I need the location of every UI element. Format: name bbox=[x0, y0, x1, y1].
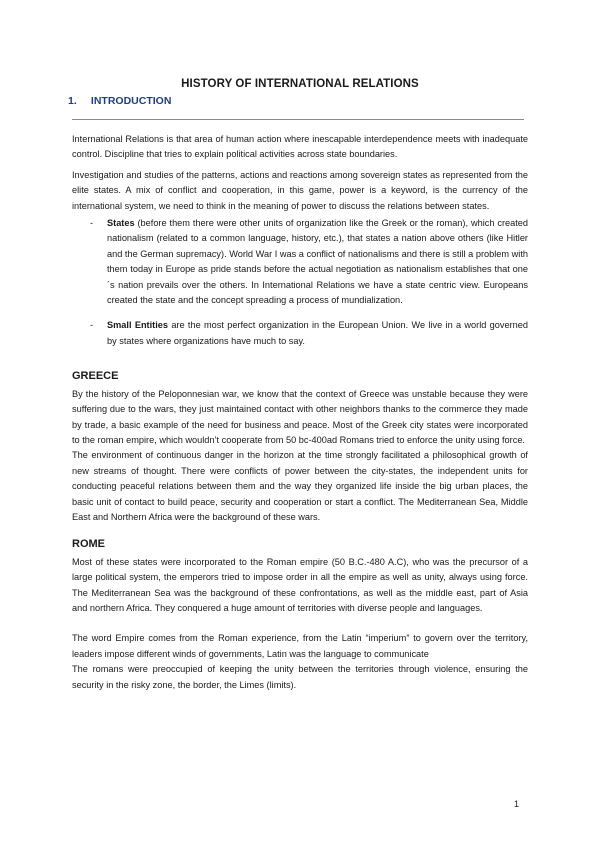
bullet-text: are the most perfect organization in the European Union. We live in a world governed by states where organizations have much to say. bbox=[107, 320, 528, 346]
greece-paragraph: The environment of continuous danger in the horizon at the time strongly facilitated a philosophical growth of new streams of thought. There were conflicts of power between the city-states, the independent units for conducting peaceful relations between them and the way they organized life inside the big urban places, the basic unit of contact to build peace, security and cooperation or start a conflict. The Mediterranean Sea, Middle East and Northern Africa were the background of these wars. bbox=[72, 450, 528, 522]
heading-underline bbox=[72, 119, 524, 120]
bullet-term: States bbox=[107, 218, 135, 229]
section-number: 1. bbox=[68, 95, 77, 107]
intro-paragraph: International Relations is that area of human action where inescapable interdependence meets with inadequate control. Discipline that tries to explain political activities across state boundaries. bbox=[72, 134, 528, 160]
bullet-dash: - bbox=[90, 320, 94, 331]
bullet-term: Small Entities bbox=[107, 320, 169, 331]
document-title: HISTORY OF INTERNATIONAL RELATIONS bbox=[181, 78, 419, 90]
section-title: INTRODUCTION bbox=[90, 95, 172, 107]
bullet-item-small-entities bbox=[72, 318, 528, 349]
rome-paragraph: Most of these states were incorporated to the Roman empire (50 B.C.-480 A.C), who was the precursor of a large political system, the emperors tried to impose order in all the empire as well as unity, always using force. The Mediterranean Sea was the background of these confrontations, as well as the middle east, part of Asia and northern Africa. They conquered a huge amount of territories with diverse people and languages. bbox=[72, 556, 528, 613]
paragraph-spacer bbox=[72, 616, 528, 631]
rome-paragraph: The word Empire comes from the Roman experience, from the Latin “imperium” to govern over the territory, leaders impose different winds of governments, Latin was the language to communicate bbox=[72, 633, 528, 659]
bullet-dash: - bbox=[90, 218, 94, 229]
document-body bbox=[72, 132, 528, 693]
bullet-text: (before them there were other units of organization like the Greek or the roman), which created nationalism (related to a common language, history, etc.), that states a nation above others (like Hitler and the German supremacy). World War I was a conflict of nationalisms and there is still a problem with them today in Europe as pride stands before the actual negotiation as nationalism establishes that one´s nation prevails over the others. In International Relations we have a state centric view. Europeans created the state and the concept spreading a process of mundialization. bbox=[107, 218, 528, 306]
intro-paragraph: Investigation and studies of the patterns, actions and reactions among sovereign states as represented from the elite states. A mix of conflict and cooperation, in this game, power is a keyword, is the currency of the international system, we need to think in the meaning of power to discuss the relations between states. bbox=[72, 169, 528, 211]
page-number: 1 bbox=[514, 799, 520, 809]
section-heading-introduction bbox=[68, 95, 171, 107]
section-heading-rome: ROME bbox=[72, 538, 105, 551]
greece-paragraph: By the history of the Peloponnesian war, we know that the context of Greece was unstable because they were suffering due to the wars, they just maintained contact with other neighbors thanks to the commerce they made by trade, a basic example of the need for business and peace. Most of the Greek city states were incorporated to the roman empire, which wouldn’t cooperate from 50 bc-400ad Romans tried to enforce the unity using force. bbox=[72, 388, 528, 445]
section-heading-greece: GREECE bbox=[72, 370, 119, 383]
bullet-list bbox=[72, 216, 528, 349]
rome-paragraph: The romans were preoccupied of keeping the unity between the territories through violence, ensuring the security in the risky zone, the border, the Limes (limits). bbox=[72, 664, 528, 690]
bullet-item-states bbox=[72, 216, 528, 308]
